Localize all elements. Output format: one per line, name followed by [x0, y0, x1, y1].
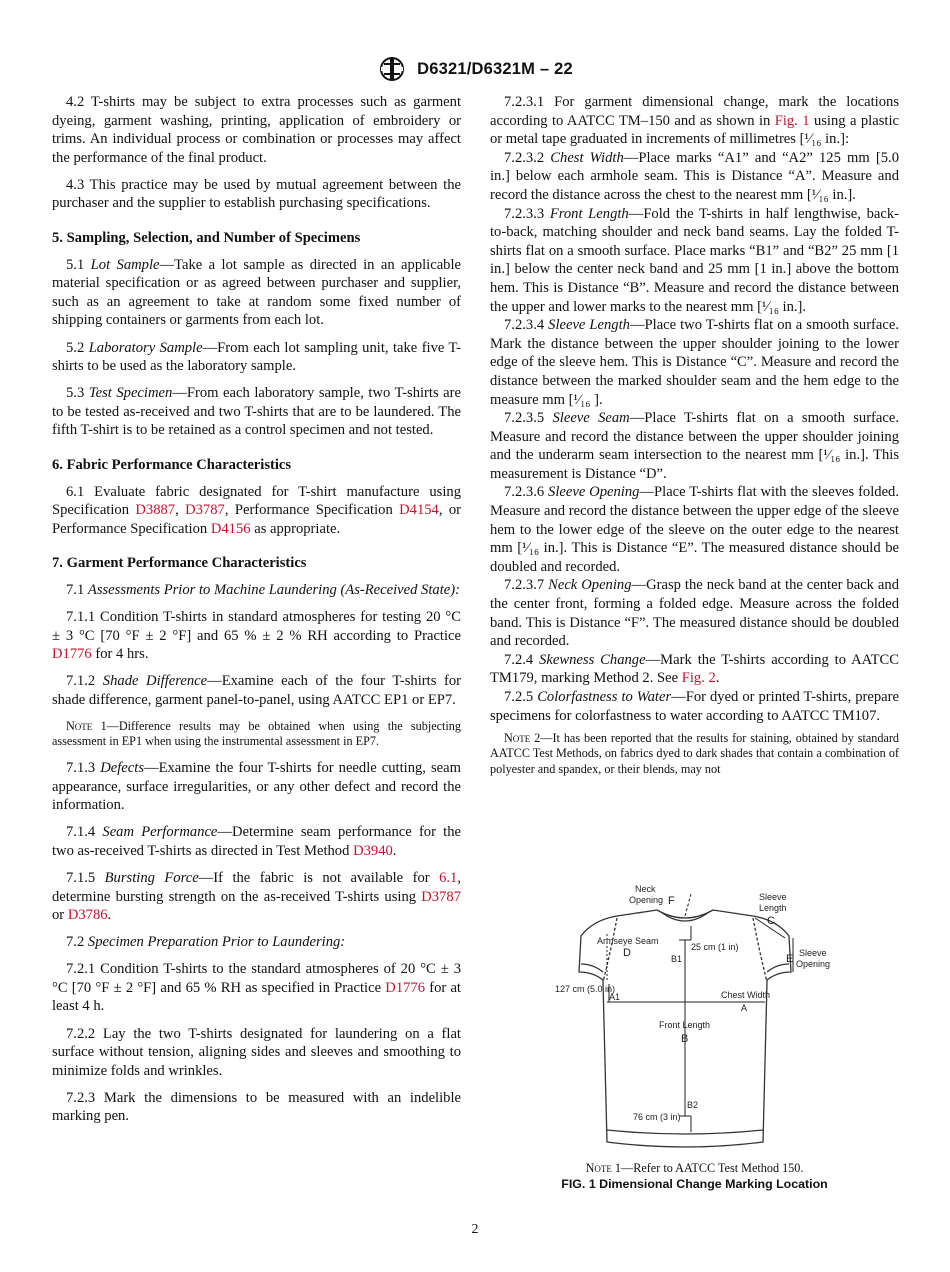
- fig-sleeve-length-label-1: Sleeve: [759, 892, 787, 902]
- fig-dim-127: 127 cm (5.0 in): [555, 984, 616, 994]
- link-d1776[interactable]: D1776: [52, 646, 92, 663]
- link-d3887[interactable]: D3887: [135, 502, 176, 519]
- link-fig-1[interactable]: Fig. 1: [774, 112, 810, 129]
- para-7-2-1: 7.2.1 Condition T-shirts to the standard atmospheres of 20 °C ± 3 °C [70 °F ± 2 °F] and 65 % RH as specified in Practice D1776 for at least 4 h.: [52, 961, 461, 1015]
- para-7-2-3-4: 7.2.3.4 Sleeve Length—Place two T-shirts flat on a smooth surface. Mark the distance between the upper shoulder joining to the lower edge of the sleeve hem. This is Distance “C”. Measure and record the distance between the marked shoulder seam and the hem edge to the measure mm [¹⁄₁₆ ].: [490, 317, 899, 408]
- tshirt-svg: [545, 880, 845, 1160]
- fig-dim-76: 76 cm (3 in): [633, 1112, 681, 1122]
- para-7-2-3-1: 7.2.3.1 For garment dimensional change, mark the locations according to AATCC TM–150 and as shown in Fig. 1 using a plastic or metal tape graduated in increments of millimetres [¹⁄₁₆ in.]:: [490, 94, 899, 148]
- para-6-1: 6.1 Evaluate fabric designated for T-shirt manufacture using Specification D3887, D3787, Performance Specification D4154, or Performance Specification D4156 as appropriate.: [52, 483, 462, 537]
- link-d1776-b[interactable]: D1776: [385, 979, 426, 996]
- fig-sleeve-opening-label-1: Sleeve: [799, 948, 827, 958]
- page-number: 2: [471, 1222, 479, 1237]
- fig-label-b2: B2: [687, 1100, 699, 1110]
- para-7-1: 7.1 Assessments Prior to Machine Laundering (As-Received State):: [66, 581, 460, 598]
- figure-title: FIG. 1 Dimensional Change Marking Location: [561, 1177, 828, 1191]
- para-4-2: 4.2 T-shirts may be subject to extra processes such as garment dyeing, garment washing, printing, application of embroidery or trims. An individual process or combination or processes may affect the performance of the final product.: [52, 94, 461, 166]
- para-5-3: 5.3 Test Specimen—From each laboratory sample, two T-shirts are to be tested as-received and two T-shirts that are to be laundered. The fifth T-shirt is to be retained as a control specimen and not tested.: [52, 385, 462, 439]
- fig-neck-opening-label-1: Neck: [635, 884, 656, 894]
- fig-label-b1: B1: [671, 954, 683, 964]
- para-7-1-4: 7.1.4 Seam Performance—Determine seam performance for the two as-received T-shirts as directed in Test Method D3940.: [52, 824, 461, 859]
- fig-label-f: F: [668, 895, 675, 907]
- para-7-2-3-3: 7.2.3.3 Front Length—Fold the T-shirts in half lengthwise, back-to-back, matching shoulder and neck band seams. Lay the folded T-shirts flat on a smooth surface. Place marks “B1” and “B2” 25 mm [1 in.] below the center neck band and 25 mm [1 in.] above the bottom hem. This is Distance “B”. Measure and record the distance between the upper and lower marks to the nearest mm [¹⁄₁₆ in.].: [490, 205, 899, 315]
- para-7-2-5: 7.2.5 Colorfastness to Water—For dyed or printed T-shirts, prepare specimens for colorfastness to water according to AATCC TM107.: [490, 689, 899, 724]
- note-1: Note 1—Difference results may be obtained when using the subjecting assessment in EP1 when using the instrumental assessment in EP7.: [52, 718, 461, 748]
- para-4-3: 4.3 This practice may be used by mutual agreement between the purchaser and the supplier to establish purchasing specifications.: [52, 176, 461, 212]
- para-7-1-5: 7.1.5 Bursting Force—If the fabric is not available for 6.1, determine bursting strength on the as-received T-shirts using D3787 or D3786.: [52, 869, 461, 924]
- para-7-2-3-5: 7.2.3.5 Sleeve Seam—Place T-shirts flat on a smooth surface. Measure and record the distance between the upper shoulder joining and the underarm seam intersection to the nearest mm [¹⁄₁₆ in.]. This measurement is Distance “D”.: [490, 410, 899, 482]
- fig-label-c: C: [767, 915, 775, 927]
- link-d3940[interactable]: D3940: [353, 842, 393, 859]
- fig-front-length-label: Front Length: [659, 1020, 711, 1030]
- figure-1-tshirt-diagram: [545, 880, 845, 1160]
- link-d3787-b[interactable]: D3787: [421, 888, 461, 905]
- standard-designation: D6321/D6321M – 22: [417, 59, 573, 78]
- fig-dim-25: 25 cm (1 in): [691, 942, 739, 952]
- fig-label-a1: A1: [609, 992, 621, 1002]
- fig-armseye-seam-label: Armseye Seam: [597, 936, 659, 946]
- figure-note: Note 1—Refer to AATCC Test Method 150.: [585, 1161, 804, 1175]
- right-column: [490, 93, 899, 787]
- fig-sleeve-length-label-2: Length: [759, 903, 787, 913]
- para-7-1-2: 7.1.2 Shade Difference—Examine each of the four T-shirts for shade difference, garment panel-to-panel, using AATCC EP1 or EP7.: [52, 673, 461, 708]
- link-d4154[interactable]: D4154: [399, 502, 439, 519]
- fig-label-d: D: [623, 947, 631, 959]
- para-7-2-3-6: 7.2.3.6 Sleeve Opening—Place T-shirts flat with the sleeves folded. Measure and record the distance between the upper edge of the sleeve hem to the lower edge of the sleeve on the outer edge to the nearest mm [¹⁄₁₆ in.]. This is Distance “E”. The measured distance should be doubled and recorded.: [490, 484, 899, 575]
- link-fig-2[interactable]: Fig. 2: [681, 670, 716, 687]
- para-7-2-3: 7.2.3 Mark the dimensions to be measured with an indelible marking pen.: [52, 1089, 461, 1125]
- fig-sleeve-opening-label-2: Opening: [796, 959, 831, 969]
- link-section-6-1[interactable]: 6.1: [439, 869, 458, 886]
- link-d3787[interactable]: D3787: [185, 502, 225, 519]
- para-5-1: 5.1 Lot Sample—Take a lot sample as directed in an applicable material specification or as agreed between purchaser and supplier, such as an agreement to take at random some fixed number of shipping containers or garments from each lot.: [52, 256, 462, 329]
- fig-neck-opening-label-2: Opening: [629, 895, 664, 905]
- para-7-1-1: 7.1.1 Condition T-shirts in standard atmospheres for testing 20 °C ± 3 °C [70 °F ± 2 °F] and 65 % ± 2 % RH according to Practice D1776 for 4 hrs.: [52, 609, 461, 663]
- para-5-2: 5.2 Laboratory Sample—From each lot sampling unit, take five T-shirts to be used as the laboratory sample.: [52, 339, 461, 375]
- left-column: [52, 93, 461, 1135]
- note-2: Note 2—It has been reported that the results for staining, obtained by standard AATCC Test Methods, on fabrics dyed to dark shades that contain a combination of polyester and spandex, or their blends, may not: [490, 731, 899, 776]
- fig-label-e: E: [786, 953, 794, 965]
- fig-label-b: B: [681, 1033, 689, 1045]
- para-7-2-4: 7.2.4 Skewness Change—Mark the T-shirts according to AATCC TM179, marking Method 2. See Fig. 2.: [490, 651, 899, 687]
- para-7-1-3: 7.1.3 Defects—Examine the four T-shirts for needle cutting, seam appearance, surface irregularities, or any other defect and record the information.: [52, 759, 461, 814]
- figure-caption: [490, 1160, 899, 1192]
- fig-chest-width-label: Chest Width: [721, 990, 771, 1000]
- para-7-2-3-2: 7.2.3.2 Chest Width—Place marks “A1” and “A2” 125 mm [5.0 in.] below each armhole seam. This is Distance “A”. Measure and record the distance across the chest to the nearest mm [¹⁄₁₆ in.].: [490, 149, 899, 203]
- astm-logo-icon: [377, 56, 407, 82]
- section-7-heading: 7. Garment Performance Characteristics: [52, 555, 307, 572]
- section-6-heading: 6. Fabric Performance Characteristics: [52, 457, 292, 473]
- para-7-2-3-7: 7.2.3.7 Neck Opening—Grasp the neck band at the center back and the center front, forming a folded edge. Measure across the folded band. This is Distance “F”. The measured distance should be doubled and recorded.: [490, 577, 899, 650]
- link-d3786[interactable]: D3786: [67, 907, 108, 924]
- section-5-heading: 5. Sampling, Selection, and Number of Specimens: [52, 230, 361, 247]
- measurement-lines: [607, 894, 793, 1132]
- page-header: [0, 56, 950, 82]
- link-d4156[interactable]: D4156: [210, 520, 251, 537]
- para-7-2: 7.2 Specimen Preparation Prior to Laundering:: [66, 934, 346, 951]
- para-7-2-2: 7.2.2 Lay the two T-shirts designated for laundering on a flat surface without tension, aligning sides and sleeves and smoothing to minimize folds and wrinkles.: [52, 1025, 461, 1079]
- fig-label-a: A: [741, 1003, 748, 1013]
